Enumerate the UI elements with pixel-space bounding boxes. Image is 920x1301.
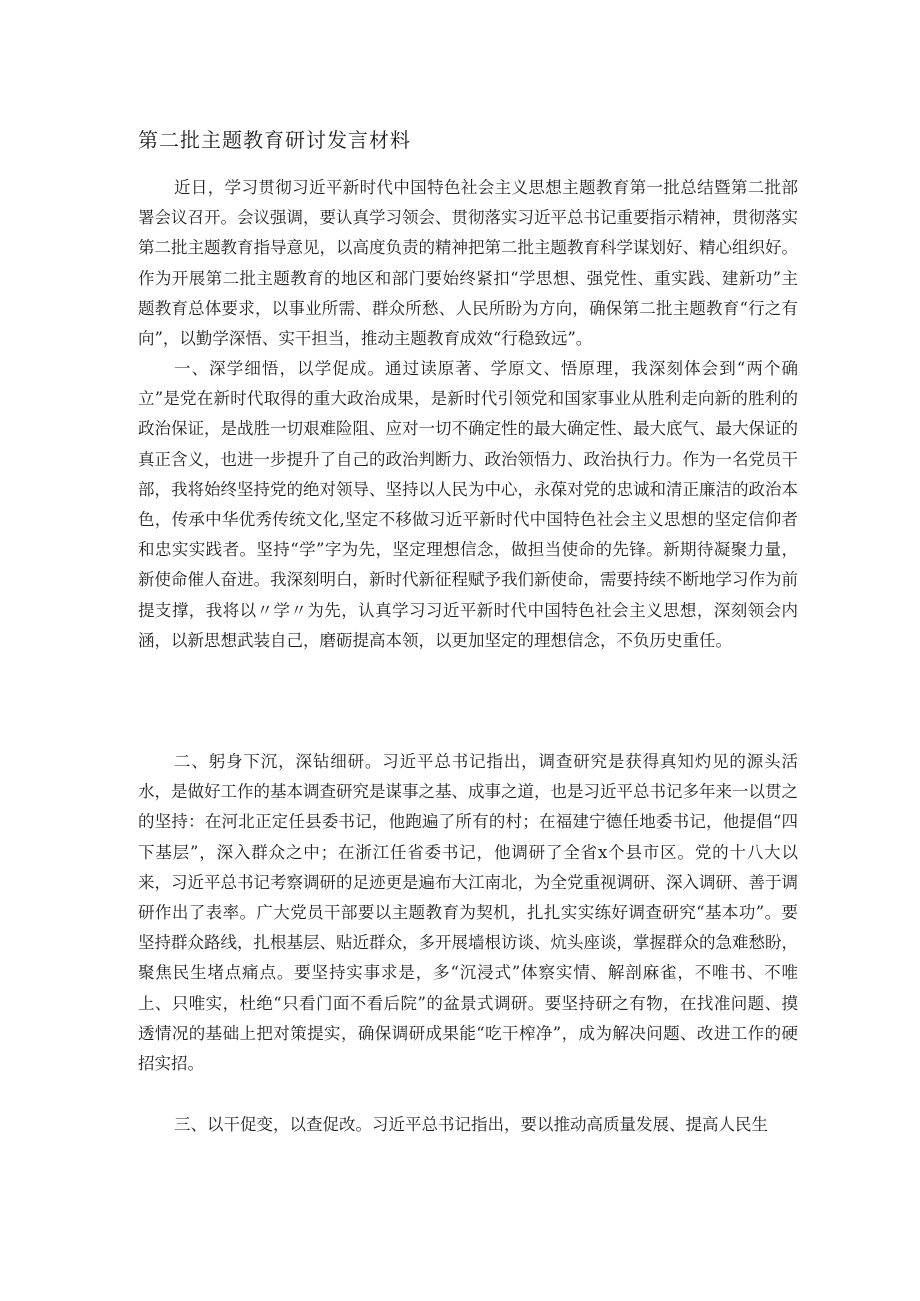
- document-title: 第二批主题教育研讨发言材料: [138, 128, 411, 152]
- paragraph-section-three: 三、以干促变，以查促改。习近平总书记指出，要以推动高质量发展、提高人民生: [174, 1115, 768, 1134]
- paragraph-intro: 近日，学习贯彻习近平新时代中国特色社会主义思想主题教育第一批总结暨第二批部署会议召开。会议强调，要认真学习领会、贯彻落实习近平总书记重要指示精神，贯彻落实第二批主题教育指导意见，以高度负责的精神把第二批主题教育科学谋划好、精心组织好。作为开展第二批主题教育的地区和部门要始终紧扣“学思想、强党性、重实践、建新功”主题教育总体要求，以事业所需、群众所愁、人民所盼为方向，确保第二批主题教育“行之有向”，以勤学深悟、实干担当，推动主题教育成效“行稳致远”。: [138, 178, 798, 349]
- paragraph-section-two: 二、躬身下沉，深钻细研。习近平总书记指出，调查研究是获得真知灼见的源头活水，是做好工作的基本调查研究是谋事之基、成事之道，也是习近平总书记多年来一以贯之的坚持：在河北正定任县委书记，他跑遍了所有的村；在福建宁德任地委书记，他提倡“四下基层”，深入群众之中；在浙江任省委书记，他调研了全省x个县市区。党的十八大以来，习近平总书记考察调研的足迹更是遍布大江南北，为全党重视调研、深入调研、善于调研作出了表率。广大党员干部要以主题教育为契机，扎扎实实练好调查研究“基本功”。要坚持群众路线，扎根基层、贴近群众，多开展墙根访谈、炕头座谈，掌握群众的急难愁盼，聚焦民生堵点痛点。要坚持实事求是，多“沉浸式”体察实情、解剖麻雀，不唯书、不唯上、只唯实，杜绝“只看门面不看后院”的盆景式调研。要坚持研之有物，在找准问题、摸透情况的基础上把对策提实，确保调研成果能“吃干榨净”，成为解决问题、改进工作的硬招实招。: [138, 752, 798, 1074]
- paragraph-section-one: 一、深学细悟，以学促成。通过读原著、学原文、悟原理，我深刻体会到“两个确立”是党在新时代取得的重大政治成果，是新时代引领党和国家事业从胜利走向新的胜利的政治保证，是战胜一切艰难险阻、应对一切不确定性的最大确定性、最大底气、最大保证的真正含义，也进一步提升了自己的政治判断力、政治领悟力、政治执行力。作为一名党员干部，我将始终坚持党的绝对领导、坚持以人民为中心，永葆对党的忠诚和清正廉洁的政治本色，传承中华优秀传统文化,坚定不移做习近平新时代中国特色社会主义思想的坚定信仰者和忠实实践者。坚持“学”字为先，坚定理想信念，做担当使命的先锋。新期待凝聚力量，新使命催人奋进。我深刻明白，新时代新征程赋予我们新使命，需要持续不断地学习作为前提支撑，我将以〃学〃为先，认真学习习近平新时代中国特色社会主义思想，深刻领会内涵，以新思想武装自己，磨砺提高本领，以更加坚定的理想信念，不负历史重任。: [138, 359, 798, 650]
